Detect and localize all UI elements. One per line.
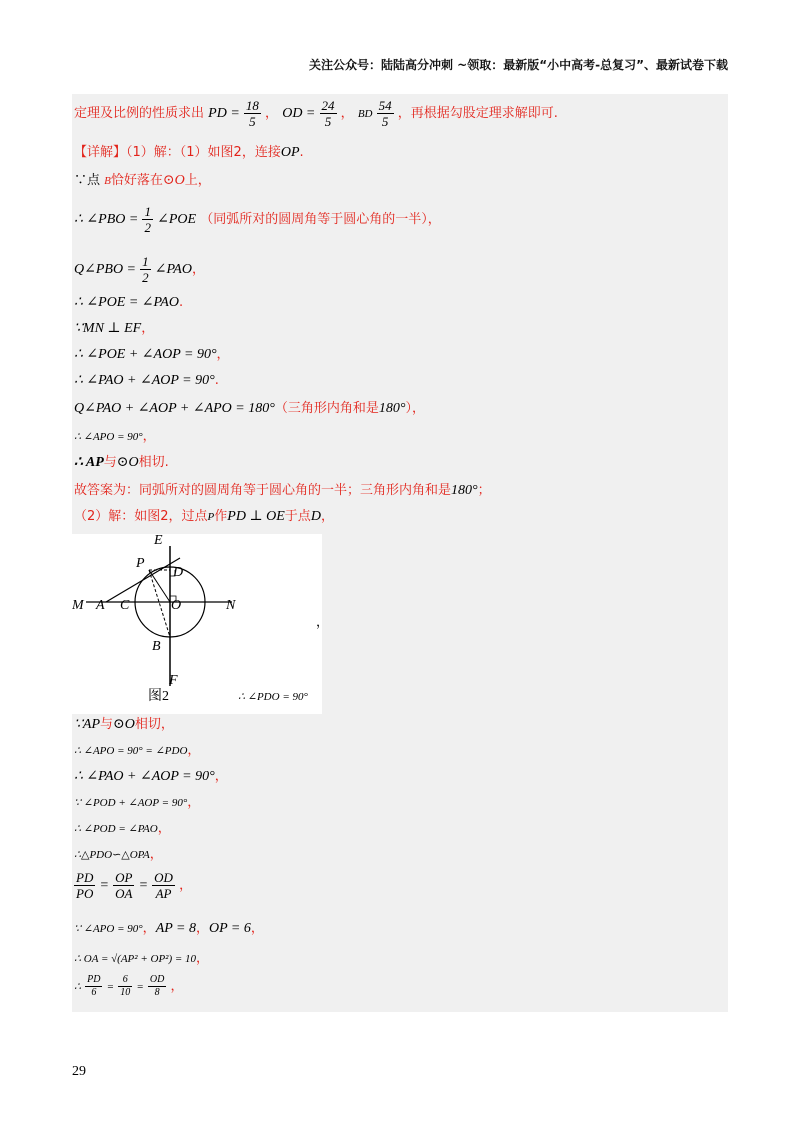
line-7: ∵MN ⊥ EF，: [74, 321, 155, 336]
label-f: F: [169, 673, 178, 688]
line-14: （2）解：如图2，过点P作PD ⊥ OE于点D，: [74, 509, 334, 524]
line-5: Q∠PBO = $\frac{1}{2}$ ∠PAO，: [74, 254, 205, 285]
label-b: B: [152, 639, 161, 654]
line-20: ∴△PDO∽△OPA，: [74, 847, 163, 862]
label-o: O: [171, 598, 182, 613]
line-19: ∴ ∠POD = ∠PAO，: [74, 821, 171, 836]
label-m: M: [72, 598, 84, 613]
line-18: ∵ ∠POD + ∠AOP = 90°，: [74, 795, 201, 810]
label-c: C: [120, 598, 130, 613]
line-16: ∴ ∠APO = 90° = ∠PDO，: [74, 743, 201, 758]
label-e: E: [154, 534, 163, 548]
line-12: ∴ AP与⊙O相切.: [74, 455, 169, 470]
line-13: 故答案为：同弧所对的圆周角等于圆心角的一半；三角形内角和是180°；: [74, 483, 491, 498]
line-1: 定理及比例的性质求出 PD = $\frac{18}{5}$ ， OD = $\frac{24}{5}$ ， BD $\frac{54}{5}$ ，再根据勾股定理求解即可.: [74, 98, 558, 129]
line-11: ∴ ∠APO = 90°，: [74, 429, 156, 444]
page-number: 29: [72, 1064, 86, 1079]
line-21: $\frac{PD}{PO}$ = $\frac{OP}{OA}$ = $\frac{OD}{AP}$ ，: [76, 870, 193, 901]
geometry-figure: [72, 534, 402, 714]
line-23: ∴ OA = √(AP² + OP²) = 10，: [74, 951, 210, 966]
line-6: ∴ ∠POE = ∠PAO.: [74, 295, 184, 310]
line-10: Q∠PAO + ∠AOP + ∠APO = 180°（三角形内角和是180°），: [74, 401, 425, 416]
line-22: ∵ ∠APO = 90°，AP = 8，OP = 6，: [74, 921, 264, 936]
line-8: ∴ ∠POE + ∠AOP = 90°，: [74, 347, 230, 362]
figure-angle-text: ∴ ∠PDO = 90°: [238, 691, 308, 703]
line-9: ∴ ∠PAO + ∠AOP = 90°.: [74, 373, 219, 388]
solution-content: [72, 94, 728, 1012]
page-header: 关注公众号：陆陆高分冲刺 ~领取：最新版“小中高考-总复习”、最新试卷下载: [309, 58, 728, 72]
line-2: 【详解】（1）解：（1）如图2，连接OP.: [74, 145, 304, 160]
line-17: ∴ ∠PAO + ∠AOP = 90°，: [74, 769, 228, 784]
label-p: P: [136, 556, 145, 571]
line-15: ∵AP与⊙O相切，: [74, 717, 174, 732]
figure-caption: 图2: [148, 689, 169, 704]
line-3: ∵点 B恰好落在⊙O上，: [74, 173, 211, 188]
figure-comma: ，: [316, 615, 330, 630]
label-a: A: [96, 598, 105, 613]
line-4: ∴ ∠PBO = $\frac{1}{2}$ ∠POE （同弧所对的圆周角等于圆心角的一半），: [74, 204, 441, 235]
line-24: ∴ $\frac{PD}{6}$ = $\frac{6}{10}$ = $\frac{OD}{8}$ ，: [74, 974, 184, 998]
label-n: N: [226, 598, 236, 613]
label-d: D: [173, 565, 184, 580]
